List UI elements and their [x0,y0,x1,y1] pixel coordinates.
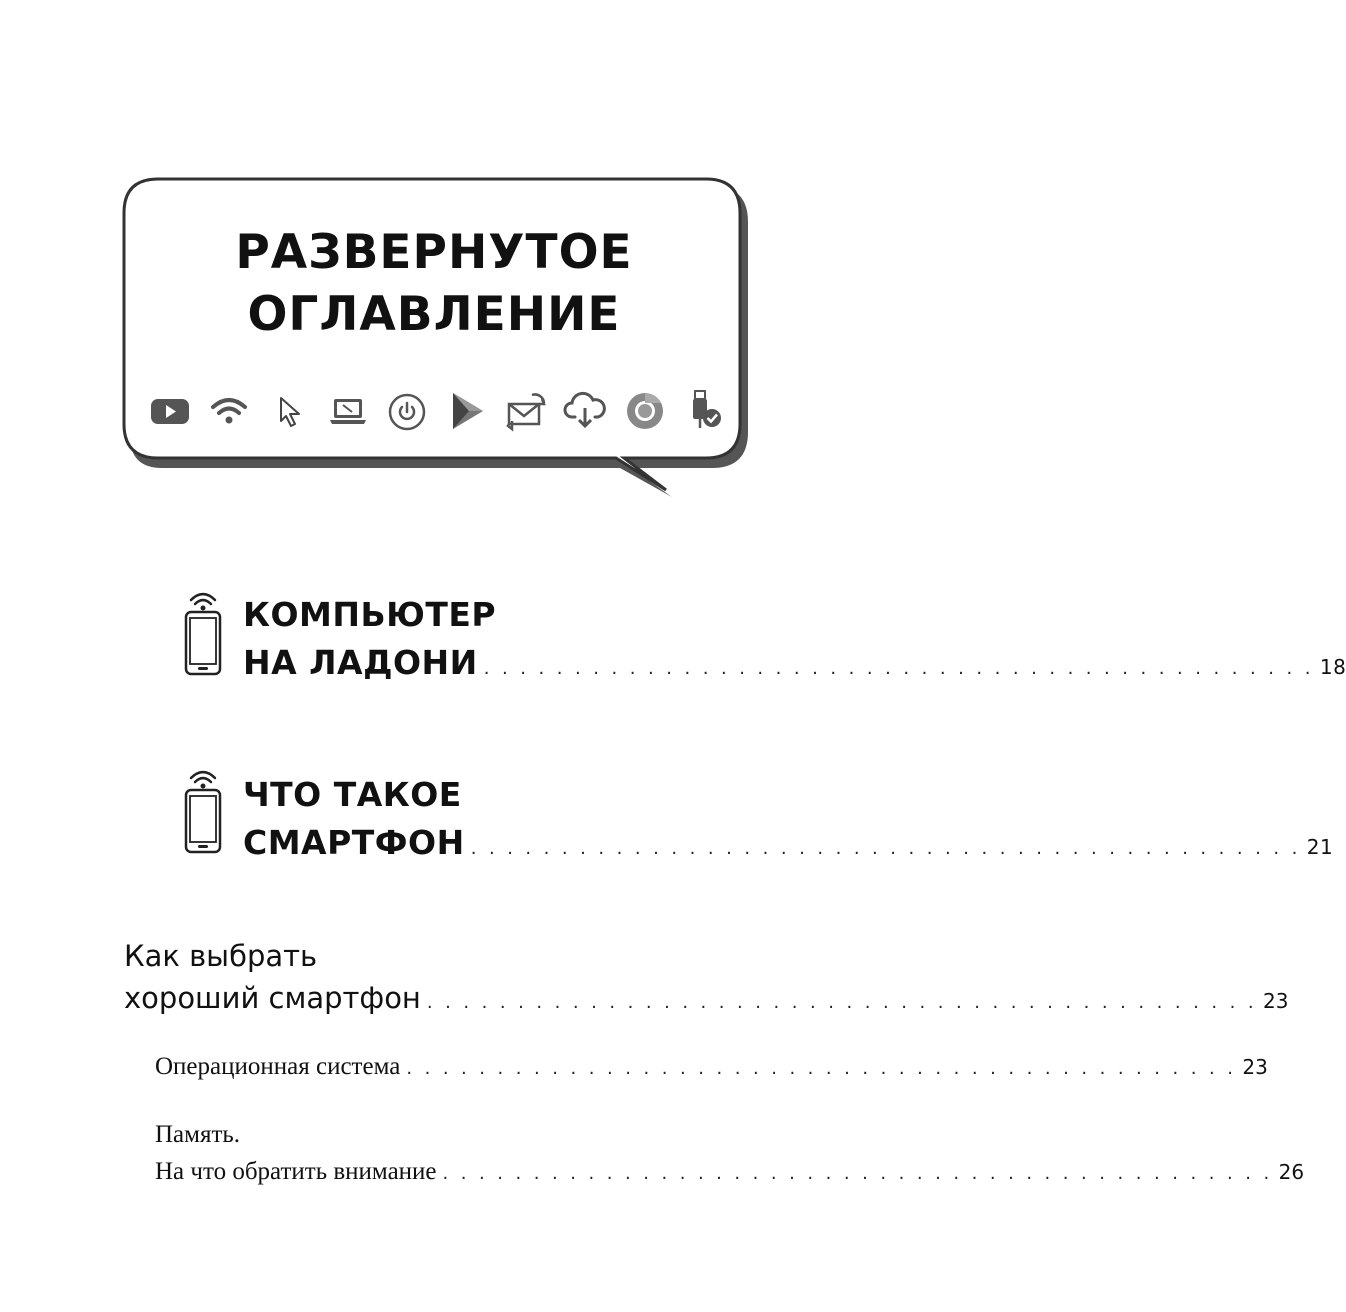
page-number: 21 [1306,835,1334,859]
toc-chapter-1[interactable] [243,591,1346,693]
wifi-icon [207,389,251,433]
page-title-line1: РАЗВЕРНУТОЕ [235,225,633,280]
page-number: 18 [1319,655,1346,679]
laptop-icon [326,389,370,433]
toc-subsection-1[interactable] [155,1048,1268,1087]
leader-dots: . . . . . . . . . . . . . . . . . . . . . . . . . . . . . . . . . . . . . . . . . . . . . . [442,1163,1273,1184]
play-store-icon [445,389,489,433]
toc-section-1[interactable] [124,935,1289,1024]
youtube-icon [148,389,192,433]
leader-dots: . . . . . . . . . . . . . . . . . . . . . . . . . . . . . . . . . . . . . . . . . . . . . . [426,992,1257,1013]
smartphone-icon [183,588,223,676]
icon-strip [148,388,726,434]
leader-dots: . . . . . . . . . . . . . . . . . . . . . . . . . . . . . . . . . . . . . . . . . . . . . . [470,838,1301,859]
page-title [125,222,743,346]
chrome-icon [623,389,667,433]
chapter-2-line1: ЧТО ТАКОЕ [243,775,462,814]
leader-dots: . . . . . . . . . . . . . . . . . . . . . . . . . . . . . . . . . . . . . . . . . . . . . . [483,658,1314,679]
toc-chapter-2[interactable] [243,771,1334,873]
page-number: 23 [1262,989,1289,1013]
chapter-1-line2: НА ЛАДОНИ [243,643,478,682]
subsection-2-line2: На что обратить внимание [155,1158,437,1185]
cursor-icon [267,389,311,433]
leader-dots: . . . . . . . . . . . . . . . . . . . . . . . . . . . . . . . . . . . . . . . . . . . . . . [406,1058,1237,1079]
page-number: 23 [1242,1055,1268,1079]
smartphone-icon [183,766,223,854]
chapter-1-line1: КОМПЬЮТЕР [243,595,497,634]
section-1-line2: хороший смартфон [124,981,421,1015]
toc-subsection-2[interactable] [155,1116,1305,1192]
chapter-2-line2: СМАРТФОН [243,823,465,862]
mail-sync-icon [504,389,548,433]
power-icon [385,389,429,433]
subsection-1-line1: Операционная система [155,1053,401,1080]
page-number: 26 [1278,1160,1305,1184]
cloud-download-icon [563,389,607,433]
section-1-line1: Как выбрать [124,939,318,973]
page-title-line2: ОГЛАВЛЕНИЕ [247,287,621,342]
subsection-2-line1: Память. [155,1121,241,1148]
usb-check-icon [682,389,726,433]
